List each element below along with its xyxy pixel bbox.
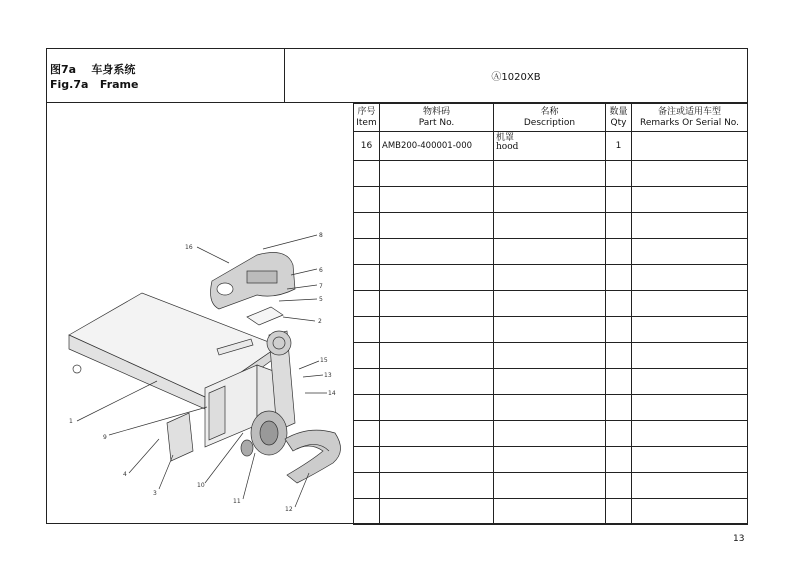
- empty-cell: [380, 265, 494, 291]
- empty-cell: [354, 291, 380, 317]
- empty-cell: [632, 291, 748, 317]
- empty-cell: [380, 395, 494, 421]
- callout-label: 13: [324, 372, 332, 379]
- empty-cell: [632, 239, 748, 265]
- empty-cell: [380, 213, 494, 239]
- col-item: 序号 Item: [354, 104, 380, 132]
- empty-cell: [380, 343, 494, 369]
- table-row-empty: [354, 447, 748, 473]
- col-remarks: 备注或适用车型 Remarks Or Serial No.: [632, 104, 748, 132]
- callout-label: 15: [320, 357, 328, 364]
- callout-label: 16: [185, 244, 193, 251]
- empty-cell: [380, 421, 494, 447]
- page-number: 13: [733, 534, 745, 544]
- empty-cell: [354, 473, 380, 499]
- table-header-row: [354, 104, 748, 132]
- empty-cell: [632, 499, 748, 525]
- empty-cell: [606, 291, 632, 317]
- figure-title-cn: 图7a 车身系统: [50, 63, 136, 76]
- callout-label: 7: [319, 283, 323, 290]
- empty-cell: [380, 473, 494, 499]
- empty-cell: [632, 213, 748, 239]
- model-code: Ⓐ1020XB: [491, 72, 541, 83]
- empty-cell: [494, 343, 606, 369]
- callout-label: 6: [319, 267, 323, 274]
- parts-sheet: [46, 48, 748, 524]
- empty-cell: [494, 291, 606, 317]
- callout-label: 2: [318, 318, 322, 325]
- empty-cell: [494, 265, 606, 291]
- empty-cell: [494, 473, 606, 499]
- empty-cell: [380, 239, 494, 265]
- callout-label: 5: [319, 296, 323, 303]
- empty-cell: [494, 161, 606, 187]
- empty-cell: [632, 187, 748, 213]
- empty-cell: [606, 369, 632, 395]
- table-row-empty: [354, 187, 748, 213]
- table-row-empty: [354, 421, 748, 447]
- empty-cell: [354, 265, 380, 291]
- empty-cell: [354, 161, 380, 187]
- desc-cn: 机罩: [496, 133, 515, 143]
- empty-cell: [380, 187, 494, 213]
- col-description: 名称 Description: [494, 104, 606, 132]
- empty-cell: [494, 317, 606, 343]
- table-row-empty: [354, 161, 748, 187]
- callout-label: 9: [103, 434, 107, 441]
- callout-label: 1: [69, 418, 73, 425]
- empty-cell: [606, 395, 632, 421]
- empty-cell: [606, 239, 632, 265]
- empty-cell: [494, 499, 606, 525]
- empty-cell: [606, 187, 632, 213]
- empty-cell: [494, 187, 606, 213]
- empty-cell: [380, 499, 494, 525]
- empty-cell: [354, 213, 380, 239]
- table-row-empty: [354, 499, 748, 525]
- table-row-empty: [354, 395, 748, 421]
- empty-cell: [632, 317, 748, 343]
- cell-part-no: AMB200-400001-000: [380, 132, 494, 161]
- desc-en: hood: [496, 142, 519, 152]
- table-row-empty: [354, 473, 748, 499]
- empty-cell: [606, 421, 632, 447]
- callout-label: 10: [197, 482, 205, 489]
- empty-cell: [380, 447, 494, 473]
- empty-cell: [380, 161, 494, 187]
- col-part-no: 物料码 Part No.: [380, 104, 494, 132]
- empty-cell: [494, 395, 606, 421]
- empty-cell: [354, 499, 380, 525]
- empty-cell: [606, 499, 632, 525]
- table-row: [354, 132, 748, 161]
- cell-description: [494, 132, 606, 161]
- empty-cell: [354, 447, 380, 473]
- table-row-empty: [354, 291, 748, 317]
- table-row-empty: [354, 239, 748, 265]
- empty-cell: [632, 369, 748, 395]
- callout-label: 11: [233, 498, 241, 505]
- callout-label: 8: [319, 232, 323, 239]
- figure-title-block: [47, 49, 285, 102]
- callout-label: 4: [123, 471, 127, 478]
- empty-cell: [606, 265, 632, 291]
- cell-qty: 1: [606, 132, 632, 161]
- empty-cell: [354, 187, 380, 213]
- col-qty: 数量 Qty: [606, 104, 632, 132]
- table-row-empty: [354, 317, 748, 343]
- empty-cell: [632, 473, 748, 499]
- empty-cell: [606, 447, 632, 473]
- empty-cell: [606, 343, 632, 369]
- table-row-empty: [354, 343, 748, 369]
- empty-cell: [380, 317, 494, 343]
- empty-cell: [380, 369, 494, 395]
- empty-cell: [632, 421, 748, 447]
- cell-remarks: [632, 132, 748, 161]
- empty-cell: [632, 447, 748, 473]
- empty-cell: [606, 161, 632, 187]
- empty-cell: [354, 343, 380, 369]
- table-row-empty: [354, 213, 748, 239]
- empty-cell: [354, 317, 380, 343]
- empty-cell: [606, 317, 632, 343]
- empty-cell: [632, 265, 748, 291]
- parts-table: [353, 103, 748, 525]
- callout-label: 12: [285, 506, 293, 513]
- callout-label: 3: [153, 490, 157, 497]
- empty-cell: [354, 239, 380, 265]
- empty-cell: [380, 291, 494, 317]
- exploded-frame-drawing: [47, 103, 353, 523]
- empty-cell: [632, 395, 748, 421]
- empty-cell: [606, 213, 632, 239]
- empty-cell: [494, 239, 606, 265]
- empty-cell: [354, 369, 380, 395]
- empty-cell: [494, 447, 606, 473]
- callout-label: 14: [328, 390, 336, 397]
- empty-cell: [354, 421, 380, 447]
- table-row-empty: [354, 369, 748, 395]
- empty-cell: [606, 473, 632, 499]
- empty-cell: [632, 161, 748, 187]
- empty-cell: [354, 395, 380, 421]
- empty-cell: [494, 369, 606, 395]
- figure-title-en: Fig.7a Frame: [50, 78, 139, 91]
- cell-item: 16: [354, 132, 380, 161]
- table-row-empty: [354, 265, 748, 291]
- empty-cell: [494, 421, 606, 447]
- empty-cell: [494, 213, 606, 239]
- empty-cell: [632, 343, 748, 369]
- bumper-part: [285, 430, 341, 483]
